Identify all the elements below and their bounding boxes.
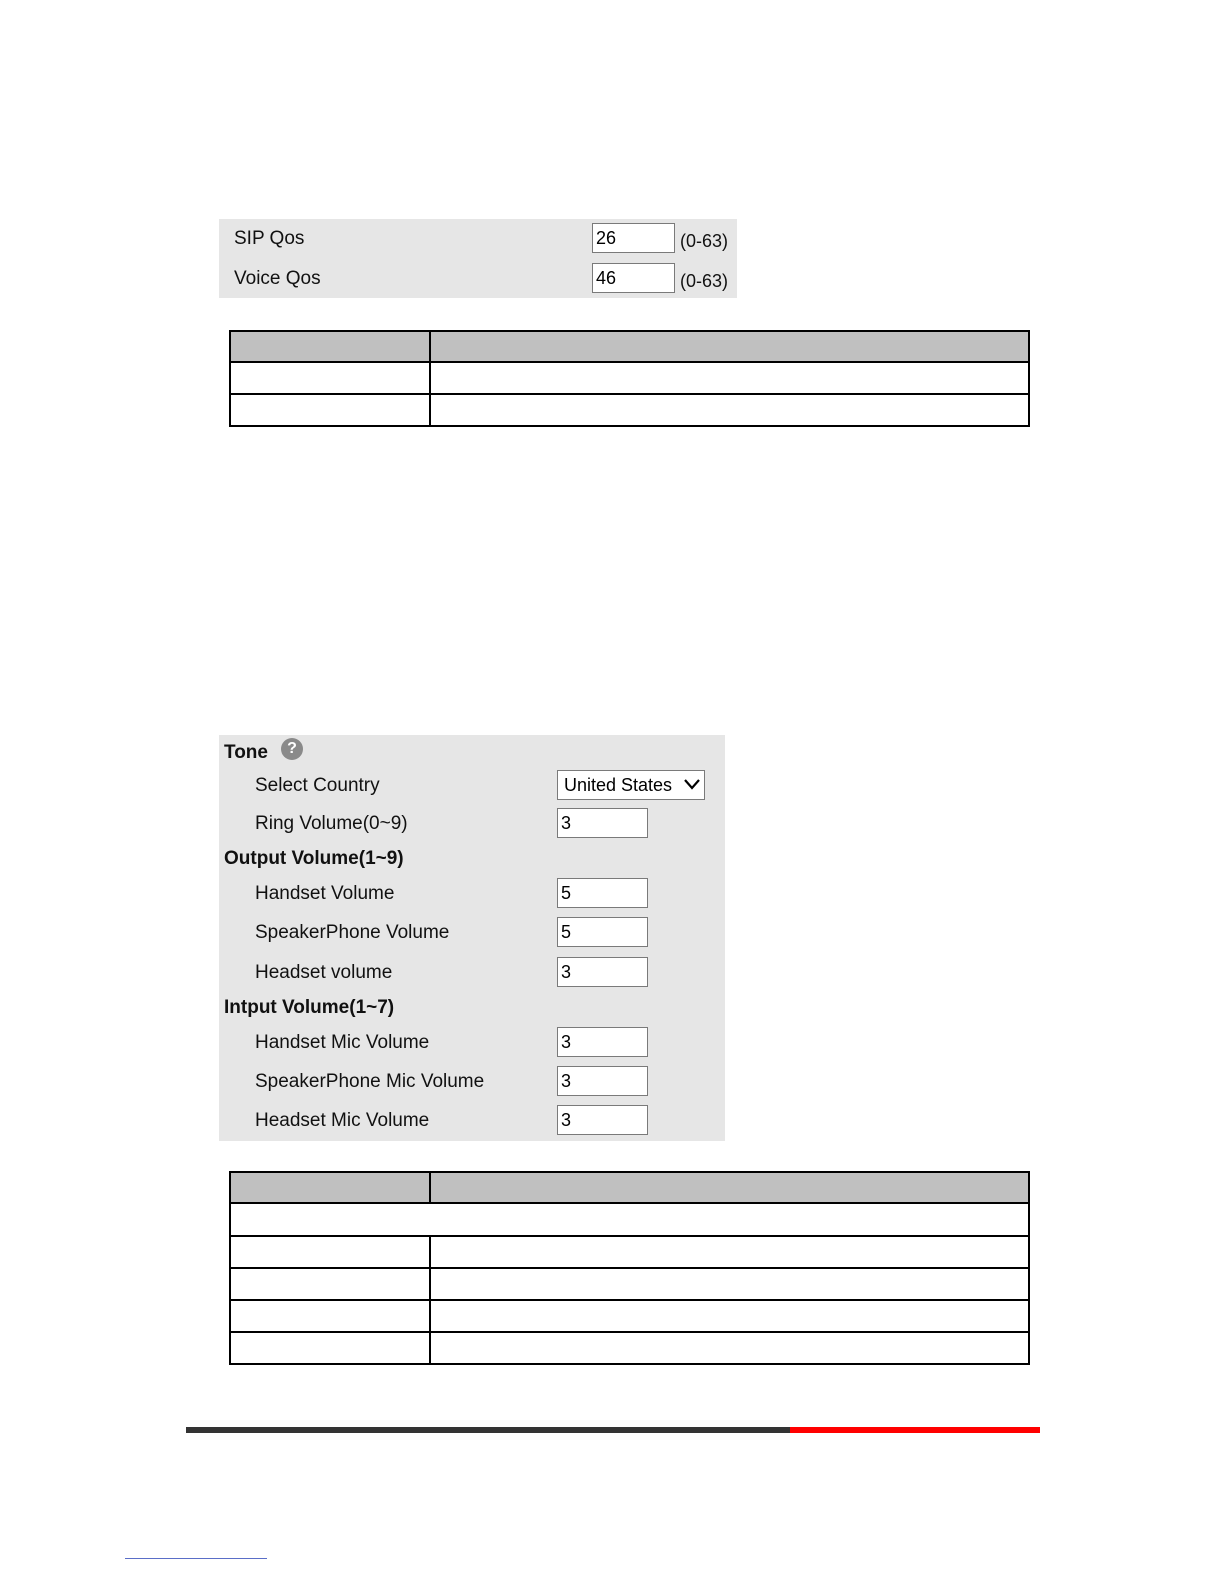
table-cell [230, 1332, 430, 1364]
headset-mic-input[interactable] [557, 1105, 648, 1135]
tone-title: Tone [224, 742, 268, 763]
table-header-cell [230, 331, 430, 362]
table-header-cell [430, 1172, 1029, 1203]
input-volume-header: Intput Volume(1~7) [224, 997, 395, 1018]
table-row [230, 394, 1029, 426]
speakerphone-mic-input[interactable] [557, 1066, 648, 1096]
headset-mic-label: Headset Mic Volume [255, 1110, 430, 1131]
handset-volume-label: Handset Volume [255, 883, 395, 904]
sip-qos-input[interactable] [592, 223, 675, 253]
table-cell [430, 1268, 1029, 1300]
table-row [230, 1300, 1029, 1332]
headset-volume-label: Headset volume [255, 962, 393, 983]
headset-volume-input[interactable] [557, 957, 648, 987]
table-cell [230, 362, 430, 394]
qos-description-table [229, 330, 1030, 427]
table-row [230, 1236, 1029, 1268]
table-header-cell [230, 1172, 430, 1203]
ring-volume-label: Ring Volume(0~9) [255, 813, 408, 834]
table-cell [430, 362, 1029, 394]
handset-mic-label: Handset Mic Volume [255, 1032, 430, 1053]
chevron-down-icon [684, 777, 700, 791]
handset-mic-input[interactable] [557, 1027, 648, 1057]
table-cell [230, 1300, 430, 1332]
sip-qos-range: (0-63) [680, 231, 729, 251]
speakerphone-volume-input[interactable] [557, 917, 648, 947]
table-cell [430, 1332, 1029, 1364]
footnote-divider [125, 1558, 267, 1559]
select-country-label: Select Country [255, 775, 380, 796]
table-row [230, 1332, 1029, 1364]
sip-qos-label: SIP Qos [234, 228, 305, 249]
voice-qos-label: Voice Qos [234, 268, 321, 289]
speakerphone-mic-label: SpeakerPhone Mic Volume [255, 1071, 485, 1092]
output-volume-header: Output Volume(1~9) [224, 848, 404, 869]
table-header-row [230, 1172, 1029, 1203]
footer-bar-red [790, 1427, 1040, 1433]
voice-qos-input[interactable] [592, 263, 675, 293]
footer-bar-dark [186, 1427, 790, 1433]
select-country-value: United States [564, 775, 673, 795]
handset-volume-input[interactable] [557, 878, 648, 908]
table-row [230, 362, 1029, 394]
table-cell [230, 394, 430, 426]
table-section-row [230, 1203, 1029, 1236]
table-cell [430, 1236, 1029, 1268]
table-cell [430, 394, 1029, 426]
table-cell [230, 1236, 430, 1268]
tone-description-table [229, 1171, 1030, 1365]
table-cell [230, 1268, 430, 1300]
table-cell [230, 1203, 1029, 1236]
table-header-cell [430, 331, 1029, 362]
voice-qos-range: (0-63) [680, 271, 729, 291]
select-country-dropdown[interactable] [557, 770, 705, 800]
table-header-row [230, 331, 1029, 362]
table-cell [430, 1300, 1029, 1332]
ring-volume-input[interactable] [557, 808, 648, 838]
help-icon[interactable]: ? [281, 738, 303, 760]
speakerphone-volume-label: SpeakerPhone Volume [255, 922, 450, 943]
table-row [230, 1268, 1029, 1300]
